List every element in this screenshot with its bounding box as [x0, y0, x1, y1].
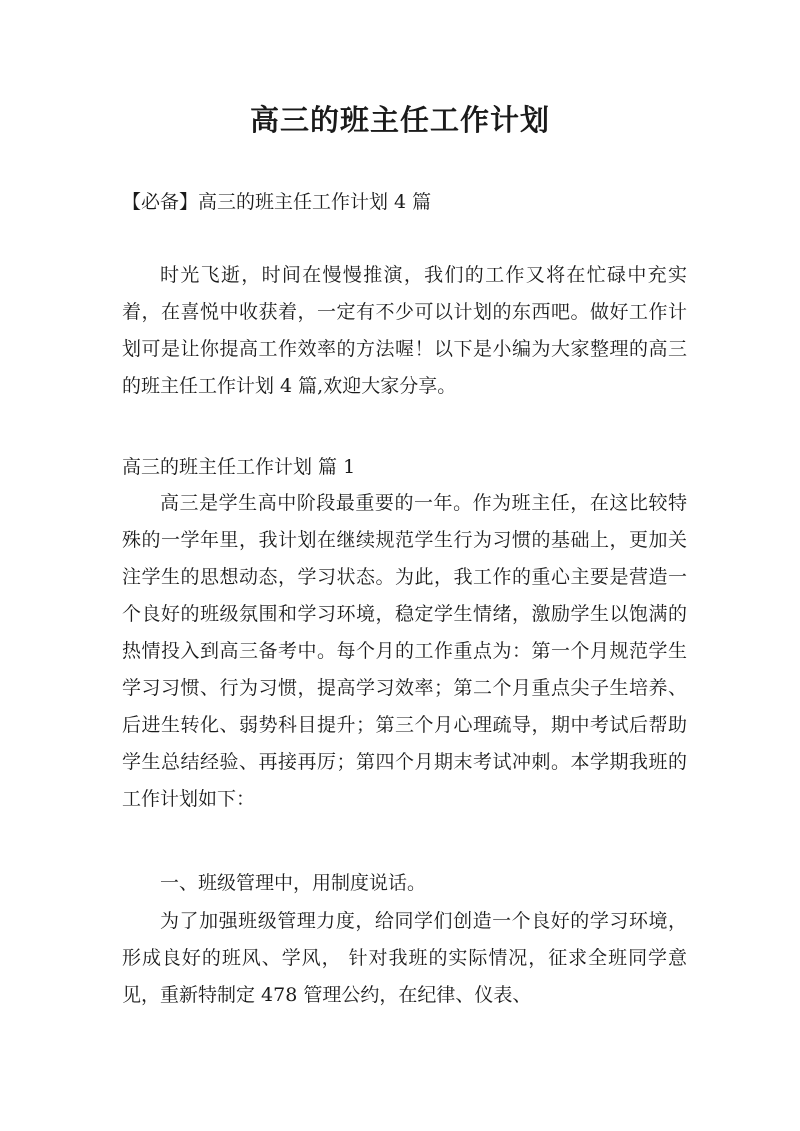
body-paragraph: 为了加强班级管理力度，给同学们创造一个良好的学习环境， 形成良好的班风、学风， 针对我班的实际情况，征求全班同学意见，重新特制定 478 管理公约，在纪律、仪表、 [122, 910, 687, 1006]
document-subtitle: 【必备】高三的班主任工作计划 4 篇 [122, 191, 432, 213]
body-paragraph: 高三是学生高中阶段最重要的一年。作为班主任，在这比较特殊的一学年里，我计划在继续规范学生行为习惯的基础上，更加关注学生的思想动态，学习状态。为此，我工作的重心主要是营造一个良好的班级氛围和学习环境，稳定学生情绪，激励学生以饱满的热情投入到高三备考中。每个月的工作重点为：第一个月规范学生学习习惯、行为习惯，提高学习效率；第二个月重点尖子生培养、后进生转化、弱势科目提升；第三个月心理疏导，期中考试后帮助学生总结经验、再接再厉；第四个月期末考试冲刺。本学期我班的工作计划如下： [122, 492, 687, 810]
intro-paragraph: 时光飞逝，时间在慢慢推演，我们的工作又将在忙碌中充实着，在喜悦中收获着，一定有不少可以计划的东西吧。做好工作计划可是让你提高工作效率的方法喔！以下是小编为大家整理的高三的班主任工作计划 4 篇,欢迎大家分享。 [122, 264, 687, 397]
section-heading: 高三的班主任工作计划 篇 1 [122, 456, 356, 478]
body-paragraph: 一、班级管理中，用制度说话。 [160, 872, 427, 894]
document-title: 高三的班主任工作计划 [249, 103, 550, 137]
